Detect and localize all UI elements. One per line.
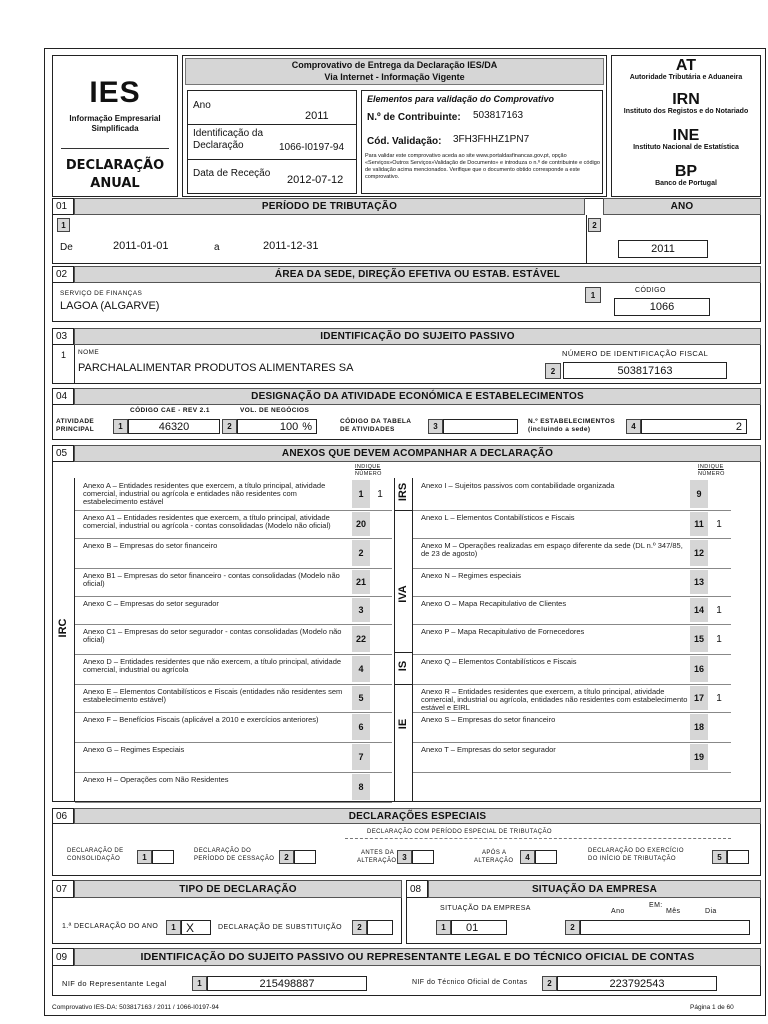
annex-number: 18 bbox=[690, 714, 708, 740]
s03-cell-1: 1 bbox=[61, 350, 67, 360]
s07-primeira-label: 1.ª DECLARAÇÃO DO ANO bbox=[62, 923, 159, 930]
s02-codigo-field[interactable]: 1066 bbox=[614, 298, 710, 316]
annex-number: 14 bbox=[690, 598, 708, 622]
s02-servico-value: LAGOA (ALGARVE) bbox=[60, 300, 160, 312]
s06-cell-5: 5 bbox=[712, 850, 727, 864]
annex-value-field[interactable] bbox=[370, 512, 390, 536]
s08-cell-1: 1 bbox=[436, 920, 451, 935]
entity-bp-abbr: BP bbox=[674, 163, 698, 180]
annex-value-field[interactable] bbox=[709, 540, 729, 566]
entity-at-name: Autoridade Tributária e Aduaneira bbox=[629, 74, 743, 81]
annex-label: Anexo A1 – Entidades residentes que exercem, a título principal, atividade comercial, industrial ou agrícola - contas consolidadas (Modelo não oficial) bbox=[83, 513, 331, 530]
cod-validacao-value: 3FH3FHHZ1PN7 bbox=[453, 134, 530, 145]
s05-indique-right-1: INDIQUE bbox=[698, 464, 724, 470]
s06-antes-field[interactable] bbox=[412, 850, 434, 864]
s01-ano-field[interactable]: 2011 bbox=[618, 240, 708, 258]
s09-rep-field[interactable]: 215498887 bbox=[207, 976, 367, 991]
section-09-number: 09 bbox=[52, 948, 74, 966]
data-rececao-label: Data de Receção bbox=[193, 168, 271, 179]
s04-tabela-label-2: DE ATIVIDADES bbox=[340, 426, 395, 433]
annex-label: Anexo A – Entidades residentes que exercem, a título principal, atividade comercial, industrial ou agrícola e entidades não residentes com estabelecimento estável bbox=[83, 481, 326, 506]
s08-mes-label: Mês bbox=[666, 908, 681, 915]
s07-cell-1: 1 bbox=[166, 920, 181, 935]
annex-row-divider bbox=[413, 596, 731, 597]
annex-number: 21 bbox=[352, 570, 370, 594]
annex-number: 1 bbox=[352, 480, 370, 508]
section-01-ano-title: ANO bbox=[603, 198, 761, 215]
entity-at-abbr: AT bbox=[675, 57, 697, 74]
s04-estab-label-2: (incluindo a sede) bbox=[528, 426, 591, 433]
s03-nif-label: NÚMERO DE IDENTIFICAÇÃO FISCAL bbox=[562, 349, 709, 358]
ano-value: 2011 bbox=[305, 110, 329, 122]
annex-number: 5 bbox=[352, 686, 370, 710]
annex-value-field[interactable]: 1 bbox=[716, 604, 722, 616]
s06-cessacao-field[interactable] bbox=[294, 850, 316, 864]
s04-cell-3: 3 bbox=[428, 419, 443, 434]
annex-label: Anexo L – Elementos Contabilísticos e Fiscais bbox=[421, 513, 575, 522]
annex-value-field[interactable] bbox=[709, 744, 729, 770]
receipt-title-1: Comprovativo de Entrega da Declaração IES/DA bbox=[291, 60, 498, 70]
annex-label: Anexo B – Empresas do setor financeiro bbox=[83, 541, 218, 550]
s04-vol-label: VOL. DE NEGÓCIOS bbox=[240, 407, 310, 414]
annex-number: 15 bbox=[690, 626, 708, 652]
annex-row-divider bbox=[75, 654, 392, 655]
annex-number: 3 bbox=[352, 598, 370, 622]
annex-value-field[interactable] bbox=[709, 570, 729, 594]
annex-value-field[interactable]: 1 bbox=[377, 488, 383, 500]
s06-consolidacao-field[interactable] bbox=[152, 850, 174, 864]
s04-vol-unit: % bbox=[302, 420, 312, 433]
annex-value-field[interactable] bbox=[370, 686, 390, 710]
s04-vol-field[interactable] bbox=[237, 419, 317, 434]
s02-cell-1: 1 bbox=[585, 287, 601, 303]
annex-value-field[interactable] bbox=[709, 656, 729, 682]
annex-label: Anexo C1 – Empresas do setor segurador - contas consolidadas (Modelo não oficial) bbox=[83, 627, 342, 644]
s01-cell-2: 2 bbox=[588, 218, 601, 232]
annex-value-field[interactable] bbox=[370, 598, 390, 622]
annex-number: 4 bbox=[352, 656, 370, 682]
annex-row-divider bbox=[413, 654, 731, 655]
annex-value-field[interactable] bbox=[370, 570, 390, 594]
section-06-title: DECLARAÇÕES ESPECIAIS bbox=[74, 808, 761, 824]
footer-right: Página 1 de 60 bbox=[690, 1004, 734, 1011]
section-09-title: IDENTIFICAÇÃO DO SUJEITO PASSIVO OU REPRESENTANTE LEGAL E DO TÉCNICO OFICIAL DE CONTAS bbox=[74, 948, 761, 966]
s04-atividade-label-1: ATIVIDADE bbox=[56, 418, 95, 425]
entity-ine-abbr: INE bbox=[672, 127, 700, 144]
section-05-title: ANEXOS QUE DEVEM ACOMPANHAR A DECLARAÇÃO bbox=[74, 445, 761, 462]
s06-cell-3: 3 bbox=[397, 850, 412, 864]
s09-rep-label: NIF do Representante Legal bbox=[62, 979, 167, 988]
receipt-box bbox=[182, 55, 607, 197]
s04-cae-field[interactable]: 46320 bbox=[128, 419, 220, 434]
annex-row-divider bbox=[75, 802, 392, 803]
annex-row-divider bbox=[75, 712, 392, 713]
entity-bp bbox=[612, 164, 760, 188]
annex-value-field[interactable] bbox=[370, 656, 390, 682]
s05-ie-label: IE bbox=[397, 718, 409, 730]
s03-nif-field[interactable]: 503817163 bbox=[563, 362, 727, 379]
declaration-title-1: DECLARAÇÃO bbox=[65, 158, 165, 173]
s03-nome-label: NOME bbox=[78, 349, 100, 356]
annex-label: Anexo G – Regimes Especiais bbox=[83, 745, 185, 754]
section-08-title: SITUAÇÃO DA EMPRESA bbox=[428, 880, 761, 898]
s08-ano-label: Ano bbox=[611, 908, 625, 915]
annex-value-field[interactable] bbox=[370, 540, 390, 566]
s04-estab-field[interactable]: 2 bbox=[641, 419, 747, 434]
ies-logo: IES bbox=[89, 76, 141, 109]
ies-logo-subtitle: Informação Empresarial Simplificada bbox=[69, 114, 161, 133]
annex-number: 6 bbox=[352, 714, 370, 740]
annex-label: Anexo C – Empresas do setor segurador bbox=[83, 599, 219, 608]
annex-number: 17 bbox=[690, 686, 708, 710]
section-04-number: 04 bbox=[52, 388, 74, 405]
annex-number: 22 bbox=[352, 626, 370, 652]
s04-atividade-label-2: PRINCIPAL bbox=[56, 426, 95, 433]
s04-estab-label-1: N.º ESTABELECIMENTOS bbox=[528, 418, 616, 425]
s06-cessacao-2: PERÍODO DE CESSAÇÃO bbox=[194, 856, 275, 862]
s06-consolidacao-1: DECLARAÇÃO DE bbox=[67, 848, 124, 854]
annex-label: Anexo S – Empresas do setor financeiro bbox=[421, 715, 556, 724]
annex-value-field[interactable]: 1 bbox=[716, 633, 722, 645]
section-03-title: IDENTIFICAÇÃO DO SUJEITO PASSIVO bbox=[74, 328, 761, 345]
s08-cell-2: 2 bbox=[565, 920, 580, 935]
s02-servico-label: SERVIÇO DE FINANÇAS bbox=[60, 290, 143, 297]
s06-apos-1: APÓS A bbox=[482, 850, 507, 856]
s09-toc-label: NIF do Técnico Oficial de Contas bbox=[412, 979, 528, 986]
annex-number: 11 bbox=[690, 512, 708, 536]
annex-number: 12 bbox=[690, 540, 708, 566]
section-07-number: 07 bbox=[52, 880, 74, 898]
s04-tabela-field[interactable] bbox=[443, 419, 518, 434]
s04-vol-value: 100 bbox=[279, 420, 299, 433]
s06-exercicio-2: DO INÍCIO DE TRIBUTAÇÃO bbox=[588, 856, 676, 862]
s05-indique-left-2: NÚMERO bbox=[355, 471, 382, 477]
entity-irn-name: Instituto dos Registos e do Notariado bbox=[623, 108, 749, 115]
data-rececao-value: 2012-07-12 bbox=[287, 174, 344, 186]
s06-apos-2: ALTERAÇÃO bbox=[474, 858, 514, 864]
annex-value-field[interactable] bbox=[370, 714, 390, 740]
s06-consolidacao-2: CONSOLIDAÇÃO bbox=[67, 856, 121, 862]
section-02-title: ÁREA DA SEDE, DIREÇÃO EFETIVA OU ESTAB. ESTÁVEL bbox=[74, 266, 761, 283]
s08-data-field[interactable] bbox=[580, 920, 750, 935]
ies-logo-box bbox=[52, 55, 178, 197]
s09-toc-field[interactable]: 223792543 bbox=[557, 976, 717, 991]
section-08-number: 08 bbox=[406, 880, 428, 898]
annex-row-divider bbox=[413, 510, 731, 511]
s05-iva-label: IVA bbox=[397, 585, 409, 603]
annex-value-field[interactable] bbox=[370, 626, 390, 652]
section-01-number: 01 bbox=[52, 198, 74, 215]
annex-row-divider bbox=[413, 742, 731, 743]
annex-row-divider bbox=[413, 712, 731, 713]
annex-value-field[interactable]: 1 bbox=[716, 692, 722, 704]
ident-value: 1066-I0197-94 bbox=[279, 142, 345, 153]
annex-value-field[interactable]: 1 bbox=[716, 518, 722, 530]
s09-cell-2: 2 bbox=[542, 976, 557, 991]
s05-irc-label: IRC bbox=[57, 618, 69, 638]
s01-de-value: 2011-01-01 bbox=[113, 240, 169, 252]
annex-label: Anexo O – Mapa Recapitulativo de Clientes bbox=[421, 599, 567, 608]
s07-cell-2: 2 bbox=[352, 920, 367, 935]
s04-cell-2: 2 bbox=[222, 419, 237, 434]
s01-de-label: De bbox=[60, 242, 73, 253]
s08-dia-label: Dia bbox=[705, 908, 717, 915]
annex-number: 2 bbox=[352, 540, 370, 566]
entity-ine-name: Instituto Nacional de Estatística bbox=[633, 144, 739, 151]
s04-cell-4: 4 bbox=[626, 419, 641, 434]
annex-row-divider bbox=[413, 684, 731, 685]
s06-cell-2: 2 bbox=[279, 850, 294, 864]
s06-special-period: DECLARAÇÃO COM PERÍODO ESPECIAL DE TRIBUTAÇÃO bbox=[367, 829, 552, 835]
annex-label: Anexo T – Empresas do setor segurador bbox=[421, 745, 556, 754]
s02-codigo-label: CÓDIGO bbox=[635, 287, 666, 294]
annex-row-divider bbox=[75, 742, 392, 743]
ano-label: Ano bbox=[193, 100, 211, 111]
section-03-number: 03 bbox=[52, 328, 74, 345]
s04-tabela-label-1: CÓDIGO DA TABELA bbox=[340, 418, 412, 425]
s04-cell-1: 1 bbox=[113, 419, 128, 434]
s06-antes-2: ALTERAÇÃO bbox=[357, 858, 397, 864]
annex-number: 20 bbox=[352, 512, 370, 536]
annex-label: Anexo I – Sujeitos passivos com contabilidade organizada bbox=[421, 481, 615, 490]
s06-cell-4: 4 bbox=[520, 850, 535, 864]
s09-cell-1: 1 bbox=[192, 976, 207, 991]
annex-label: Anexo Q – Elementos Contabilísticos e Fiscais bbox=[421, 657, 577, 666]
annex-value-field[interactable] bbox=[709, 480, 729, 508]
annex-row-divider bbox=[413, 538, 731, 539]
s01-a-value: 2011-12-31 bbox=[263, 240, 319, 252]
annex-label: Anexo E – Elementos Contabilísticos e Fiscais (entidades não residentes sem estabelecimento estável) bbox=[83, 687, 343, 704]
annex-value-field[interactable] bbox=[370, 774, 390, 800]
ident-label: Identificação da Declaração bbox=[193, 128, 264, 151]
s04-cae-label: CÓDIGO CAE - REV 2.1 bbox=[130, 407, 210, 414]
s05-indique-right-2: NÚMERO bbox=[698, 471, 725, 477]
s07-substituicao-field[interactable] bbox=[367, 920, 393, 935]
annex-row-divider bbox=[75, 596, 392, 597]
annex-value-field[interactable] bbox=[370, 744, 390, 770]
s06-antes-1: ANTES DA bbox=[361, 850, 395, 856]
section-04-title: DESIGNAÇÃO DA ATIVIDADE ECONÓMICA E ESTABELECIMENTOS bbox=[74, 388, 761, 405]
annex-number: 8 bbox=[352, 774, 370, 800]
s05-indique-left-1: INDIQUE bbox=[355, 464, 381, 470]
s01-a-label: a bbox=[214, 242, 220, 253]
nif-label: N.º de Contribuinte: bbox=[367, 112, 461, 123]
section-06-number: 06 bbox=[52, 808, 74, 824]
entity-bp-name: Banco de Portugal bbox=[655, 180, 717, 187]
nif-value: 503817163 bbox=[473, 110, 524, 121]
entity-at bbox=[612, 58, 760, 82]
annex-label: Anexo D – Entidades residentes que não exercem, a título principal, atividade comercial, industrial ou agrícola bbox=[83, 657, 342, 674]
s08-em-label: EM: bbox=[649, 902, 663, 909]
s01-cell-1: 1 bbox=[57, 218, 70, 232]
annex-row-divider bbox=[75, 538, 392, 539]
s06-cell-1: 1 bbox=[137, 850, 152, 864]
annex-label: Anexo F – Benefícios Fiscais (aplicável a 2010 e exercícios anteriores) bbox=[83, 715, 319, 724]
annex-number: 19 bbox=[690, 744, 708, 770]
entity-irn-abbr: IRN bbox=[672, 91, 700, 108]
s06-exercicio-field[interactable] bbox=[727, 850, 749, 864]
annex-row-divider bbox=[75, 772, 392, 773]
s08-situacao-field[interactable]: 01 bbox=[451, 920, 507, 935]
annex-label: Anexo P – Mapa Recapitulativo de Fornecedores bbox=[421, 627, 585, 636]
annex-number: 9 bbox=[690, 480, 708, 508]
annex-row-divider bbox=[413, 624, 731, 625]
s06-cessacao-1: DECLARAÇÃO DO bbox=[194, 848, 252, 854]
s08-situacao-label: SITUAÇÃO DA EMPRESA bbox=[440, 905, 531, 912]
s07-substituicao-label: DECLARAÇÃO DE SUBSTITUIÇÃO bbox=[218, 924, 342, 931]
annex-row-divider bbox=[413, 772, 731, 773]
entities-box bbox=[611, 55, 761, 197]
s06-apos-field[interactable] bbox=[535, 850, 557, 864]
annex-value-field[interactable] bbox=[709, 714, 729, 740]
section-05-number: 05 bbox=[52, 445, 74, 462]
cod-validacao-label: Cód. Validação: bbox=[367, 136, 442, 147]
annex-label: Anexo N – Regimes especiais bbox=[421, 571, 522, 580]
section-07-title: TIPO DE DECLARAÇÃO bbox=[74, 880, 402, 898]
entity-ine bbox=[612, 128, 760, 152]
s05-irs-label: IRS bbox=[397, 482, 409, 502]
annex-label: Anexo M – Operações realizadas em espaço diferente da sede (DL n.º 347/85, de 23 de agosto) bbox=[421, 541, 683, 558]
annex-number: 16 bbox=[690, 656, 708, 682]
annex-row-divider bbox=[75, 568, 392, 569]
s05-is-label: IS bbox=[397, 660, 409, 672]
annex-label: Anexo R – Entidades residentes que exercem, a título principal, atividade comercial, industrial ou agrícola, entidades não residentes com estabelecimento estável e EIRL bbox=[421, 687, 688, 712]
section-02-number: 02 bbox=[52, 266, 74, 283]
declaration-title-2: ANUAL bbox=[90, 176, 140, 191]
annex-row-divider bbox=[75, 510, 392, 511]
section-01-title: PERÍODO DE TRIBUTAÇÃO bbox=[74, 198, 585, 215]
annex-number: 7 bbox=[352, 744, 370, 770]
receipt-title-2: Via Internet - Informação Vigente bbox=[324, 72, 465, 82]
s06-exercicio-1: DECLARAÇÃO DO EXERCÍCIO bbox=[588, 848, 684, 854]
annex-label: Anexo B1 – Empresas do setor financeiro - contas consolidadas (Modelo não oficial) bbox=[83, 571, 340, 588]
annex-row-divider bbox=[413, 568, 731, 569]
s07-primeira-field[interactable]: X bbox=[181, 920, 211, 935]
validation-title: Elementos para validação do Comprovativo bbox=[367, 94, 555, 104]
annex-number: 13 bbox=[690, 570, 708, 594]
annex-row-divider bbox=[75, 624, 392, 625]
s03-nome-value: PARCHALALIMENTAR PRODUTOS ALIMENTARES SA bbox=[78, 362, 354, 374]
entity-irn bbox=[612, 92, 760, 116]
footer-left: Comprovativo IES-DA: 503817163 / 2011 / 1066-I0197-94 bbox=[52, 1004, 219, 1011]
annex-label: Anexo H – Operações com Não Residentes bbox=[83, 775, 229, 784]
validation-note: Para validar este comprovativo aceda ao site www.portaldasfinancas.gov.pt, opção «Serviços»Outros Serviços»Validação de Documento» e introduza o n.º de contribuinte e código de validação acima mencionados. Verifique que o documento obtido corresponde a este comprovativo. bbox=[365, 153, 600, 180]
s03-cell-2: 2 bbox=[545, 363, 561, 379]
annex-row-divider bbox=[75, 684, 392, 685]
